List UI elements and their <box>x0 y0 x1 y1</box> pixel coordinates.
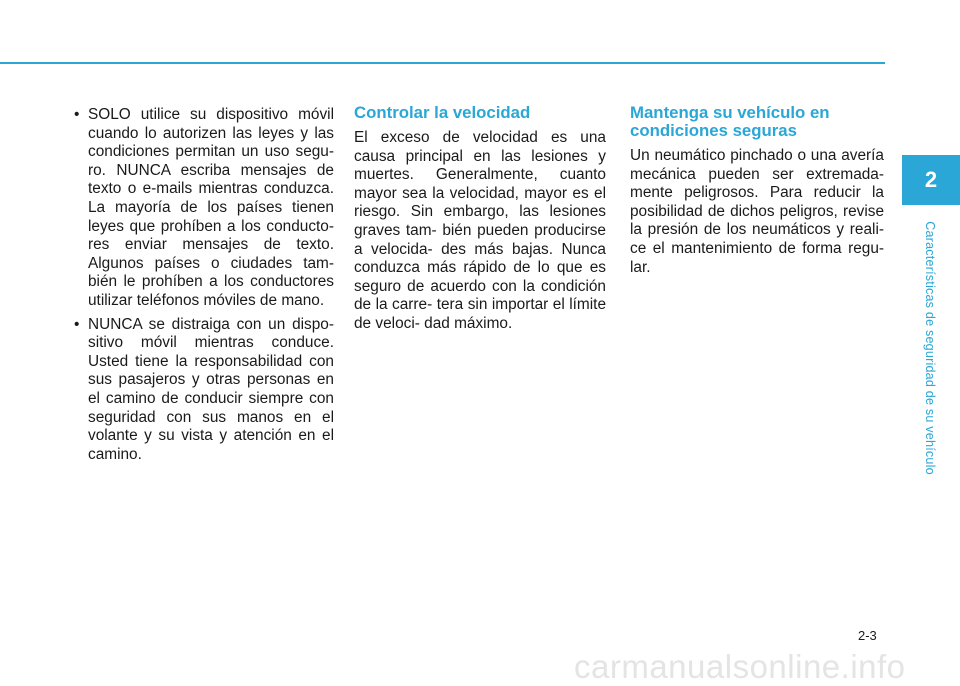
column-left <box>72 106 334 469</box>
chapter-title: Características de seguridad de su vehículo <box>923 221 937 475</box>
section-heading-vehicle: Mantenga su vehículo en condiciones seguras <box>630 103 830 140</box>
bullet-glyph: • <box>74 315 80 333</box>
bullet-item <box>72 106 334 311</box>
section-body-vehicle: Un neumático pinchado o una avería mecánica pueden ser extremada- mente peligrosos. Para reducir la posibilidad de dichos peligros, revise la presión de los neumáticos y reali- ce el mantenimiento de forma regu- lar. <box>630 147 884 276</box>
bullet-text: SOLO utilice su dispositivo móvil cuando lo autorizen las leyes y las condiciones permitan un uso segu- ro. NUNCA escriba mensajes de texto o e-mails mientras conduzca. La mayoría de los países tienen leyes que prohíben a los conducto- res enviar mensajes de texto. Algunos países o ciudades tam- bién le prohíben a los conductores utilizar teléfonos móviles de mano. <box>88 106 334 309</box>
bullet-text: NUNCA se distraiga con un dispo- sitivo móvil mientras conduce. Usted tiene la responsabilidad con sus pasajeros y otras personas en el camino de conducir siempre con seguridad con sus manos en el volante y su vista y atención en el camino. <box>88 315 334 463</box>
bullet-item <box>72 316 334 465</box>
bullet-list <box>72 106 334 464</box>
bullet-glyph: • <box>74 106 80 123</box>
chapter-number: 2 <box>924 167 938 192</box>
watermark: carmanualsonline.info <box>574 648 906 685</box>
column-middle <box>354 104 606 334</box>
section-body-speed: El exceso de velocidad es una causa principal en las lesiones y muertes. Generalmente, cuanto mayor sea la velocidad, mayor es el riesgo. Sin embargo, las lesiones graves tam- bién pueden producirse a velocida- des más bajas. Nunca conduzca más rápido de lo que es seguro de acuerdo con la condición de la carre- tera sin importar el límite de veloci- dad máximo. <box>354 129 606 332</box>
column-right <box>630 104 884 277</box>
section-heading-speed: Controlar la velocidad <box>354 103 531 122</box>
header-rule <box>0 62 885 64</box>
chapter-tab <box>902 155 960 205</box>
chapter-side-label <box>920 217 940 479</box>
page-number: 2-3 <box>858 628 877 643</box>
